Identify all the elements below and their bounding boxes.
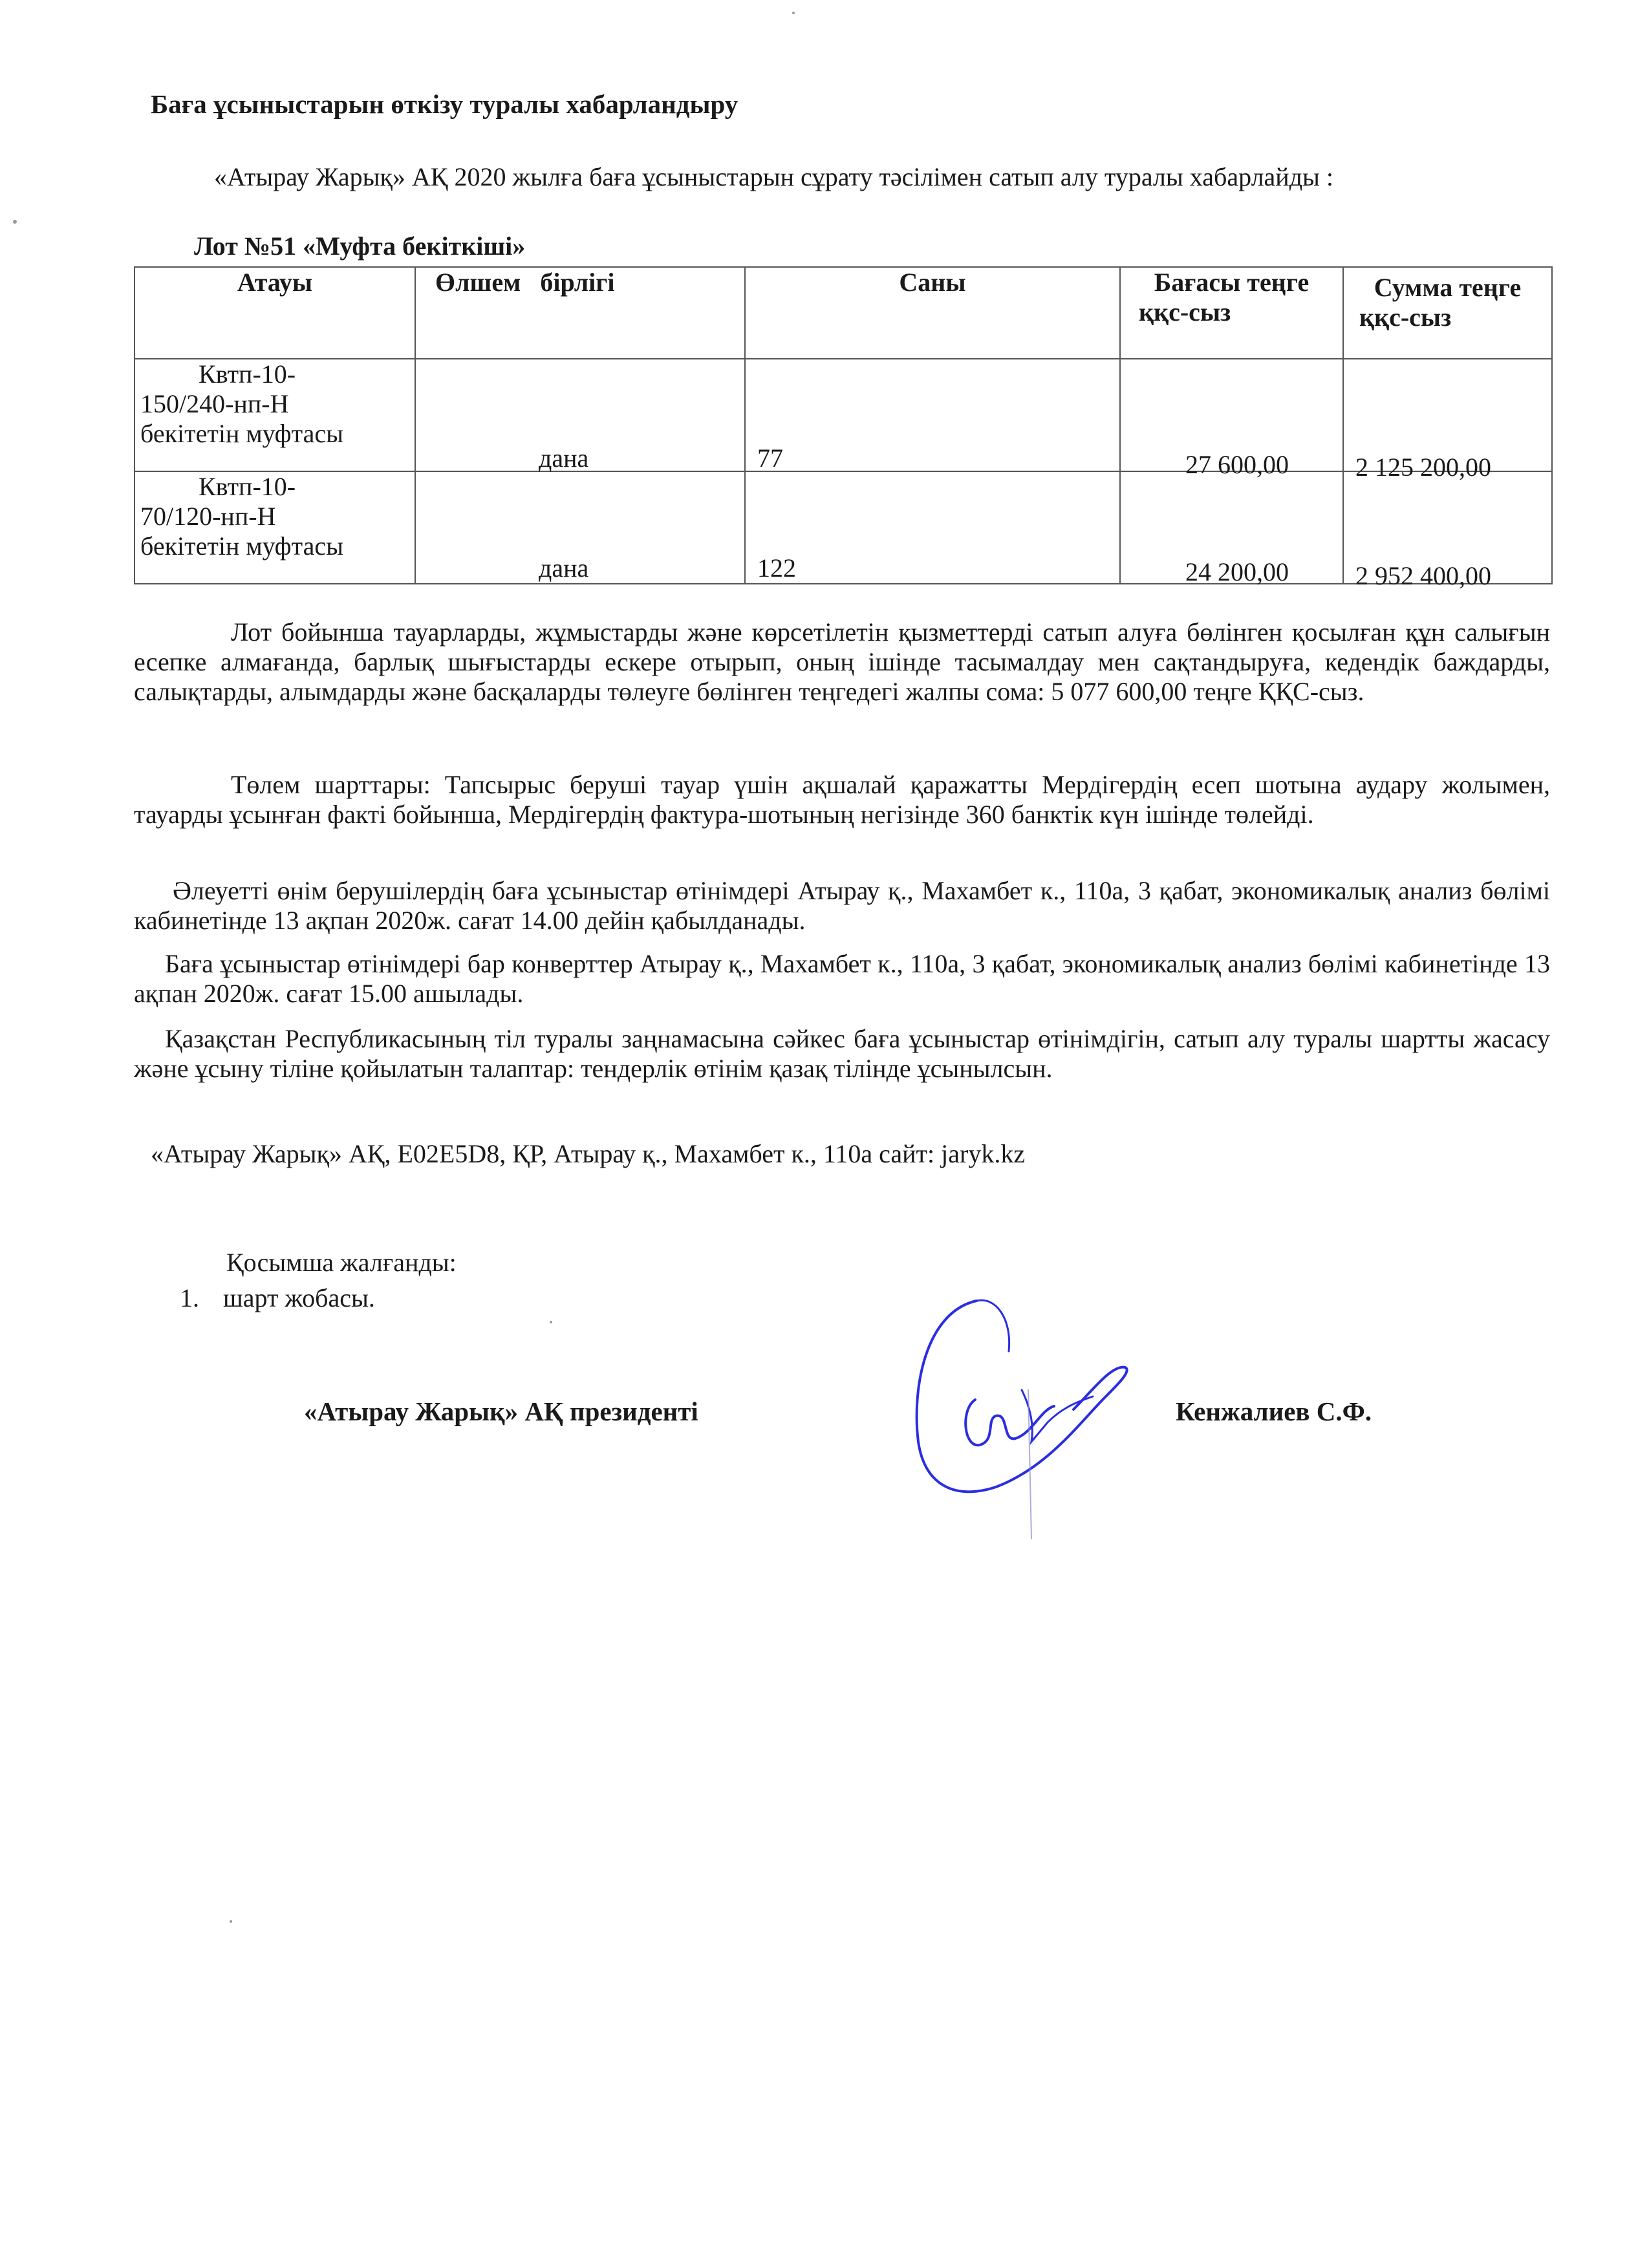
sum-text: 2 125 200,00 [1355,453,1491,482]
header-text: Өлшем бірлігі [435,268,615,297]
price-text: 24 200,00 [1185,557,1289,586]
header-text: ққс-сыз [1139,297,1231,326]
language-paragraph: Қазақстан Республикасының тіл туралы заңнамасына сәйкес баға ұсыныстар өтінімдігін, сатып алу туралы шартты жасасу және ұсыну тіліне қойылатын талаптар: тендерлік өтінім қазақ тілінде ұсынылсын. [134,1024,1550,1083]
total-sum-paragraph: Лот бойынша тауарларды, жұмыстарды және көрсетілетін қызметтерді сатып алуға бөлінген қосылған құн салығын есепке алмағанда, барлық шығыстарды ескере отырып, оның ішінде тасымалдау мен сақтандыруға, кедендік баждарды, салықтарды, алымдарды және басқаларды төлеуге бөлінген теңгедегі жалпы сома: 5 077 600,00 теңге ҚҚС-сыз. [134,617,1550,706]
scan-speck [230,1920,232,1923]
sum-text: 2 952 400,00 [1355,561,1491,590]
document-title: Баға ұсыныстарын өткізу туралы хабарландыру [151,89,738,119]
header-text: Сумма теңге [1374,273,1522,302]
attachments-label: Қосымша жалғанды: [226,1248,457,1277]
name-line: 70/120-нп-Н [140,502,276,531]
signer-position: «Атырау Жарық» АҚ президенті [304,1396,698,1426]
cell-sum [1343,359,1552,482]
name-line: 150/240-нп-Н [140,389,289,418]
name-line: бекітетін муфтасы [140,419,343,448]
cell-price [1120,471,1343,584]
signature-mark [899,1293,1158,1565]
intro-paragraph: «Атырау Жарық» АҚ 2020 жылға баға ұсыныстарын сұрату тәсілімен сатып алу туралы хабарлайды : [214,162,1334,191]
header-cell-qty [745,267,1120,359]
signer-name: Кенжалиев С.Ф. [1176,1396,1372,1426]
opening-paragraph: Баға ұсыныстар өтінімдері бар конверттер Атырау қ., Махамбет к., 110а, 3 қабат, экономикалық анализ бөлімі кабинетінде 13 ақпан 2020ж. сағат 15.00 ашылады. [134,949,1550,1008]
name-line: Квтп-10- [199,472,296,501]
attachment-number: 1. [180,1283,199,1312]
qty-text: 122 [757,553,796,583]
submission-paragraph: Әлеуетті өнім берушілердің баға ұсыныстар өтінімдері Атырау қ., Махамбет к., 110а, 3 қабат, экономикалық анализ бөлімі кабинетінде 13 ақпан 2020ж. сағат 14.00 дейін қабылданады. [134,876,1550,935]
company-address: «Атырау Жарық» АҚ, Е02Е5D8, ҚР, Атырау қ., Махамбет к., 110а сайт: jaryk.kz [151,1139,1026,1168]
cell-name [135,471,415,584]
cell-name [135,359,415,471]
header-cell-price [1120,267,1343,359]
cell-unit [415,471,745,584]
unit-text: дана [539,553,589,583]
header-text: Саны [899,268,966,297]
qty-text: 77 [757,444,783,473]
header-cell-name [135,267,415,359]
table-row [135,359,1552,471]
cell-price [1120,359,1343,479]
price-text: 27 600,00 [1185,450,1289,479]
cell-sum [1343,471,1552,590]
header-cell-unit [415,267,745,359]
items-table [134,266,1553,590]
table-row [135,471,1552,584]
header-cell-sum [1343,267,1552,359]
header-text: Бағасы теңге [1154,268,1310,297]
attachment-item: шарт жобасы. [223,1283,375,1312]
header-text: Атауы [237,268,313,297]
cell-qty [745,359,1120,471]
unit-text: дана [539,444,589,473]
cell-qty [745,471,1120,584]
scan-speck [550,1321,552,1323]
lot-title: Лот №51 «Муфта бекіткіші» [194,231,526,261]
name-line: Квтп-10- [199,359,296,389]
name-line: бекітетін муфтасы [140,531,343,561]
header-text: ққс-сыз [1359,303,1452,332]
scan-speck [792,12,795,14]
payment-terms-paragraph: Төлем шарттары: Тапсырыс беруші тауар үшін ақшалай қаражатты Мердігердің есеп шотына аудару жолымен, тауарды ұсынған факті бойынша, Мердігердің фактура-шотының негізінде 360 банктік күн ішінде төлейді. [134,770,1550,829]
table-header-row [135,267,1552,359]
scan-speck [13,220,17,224]
cell-unit [415,359,745,471]
